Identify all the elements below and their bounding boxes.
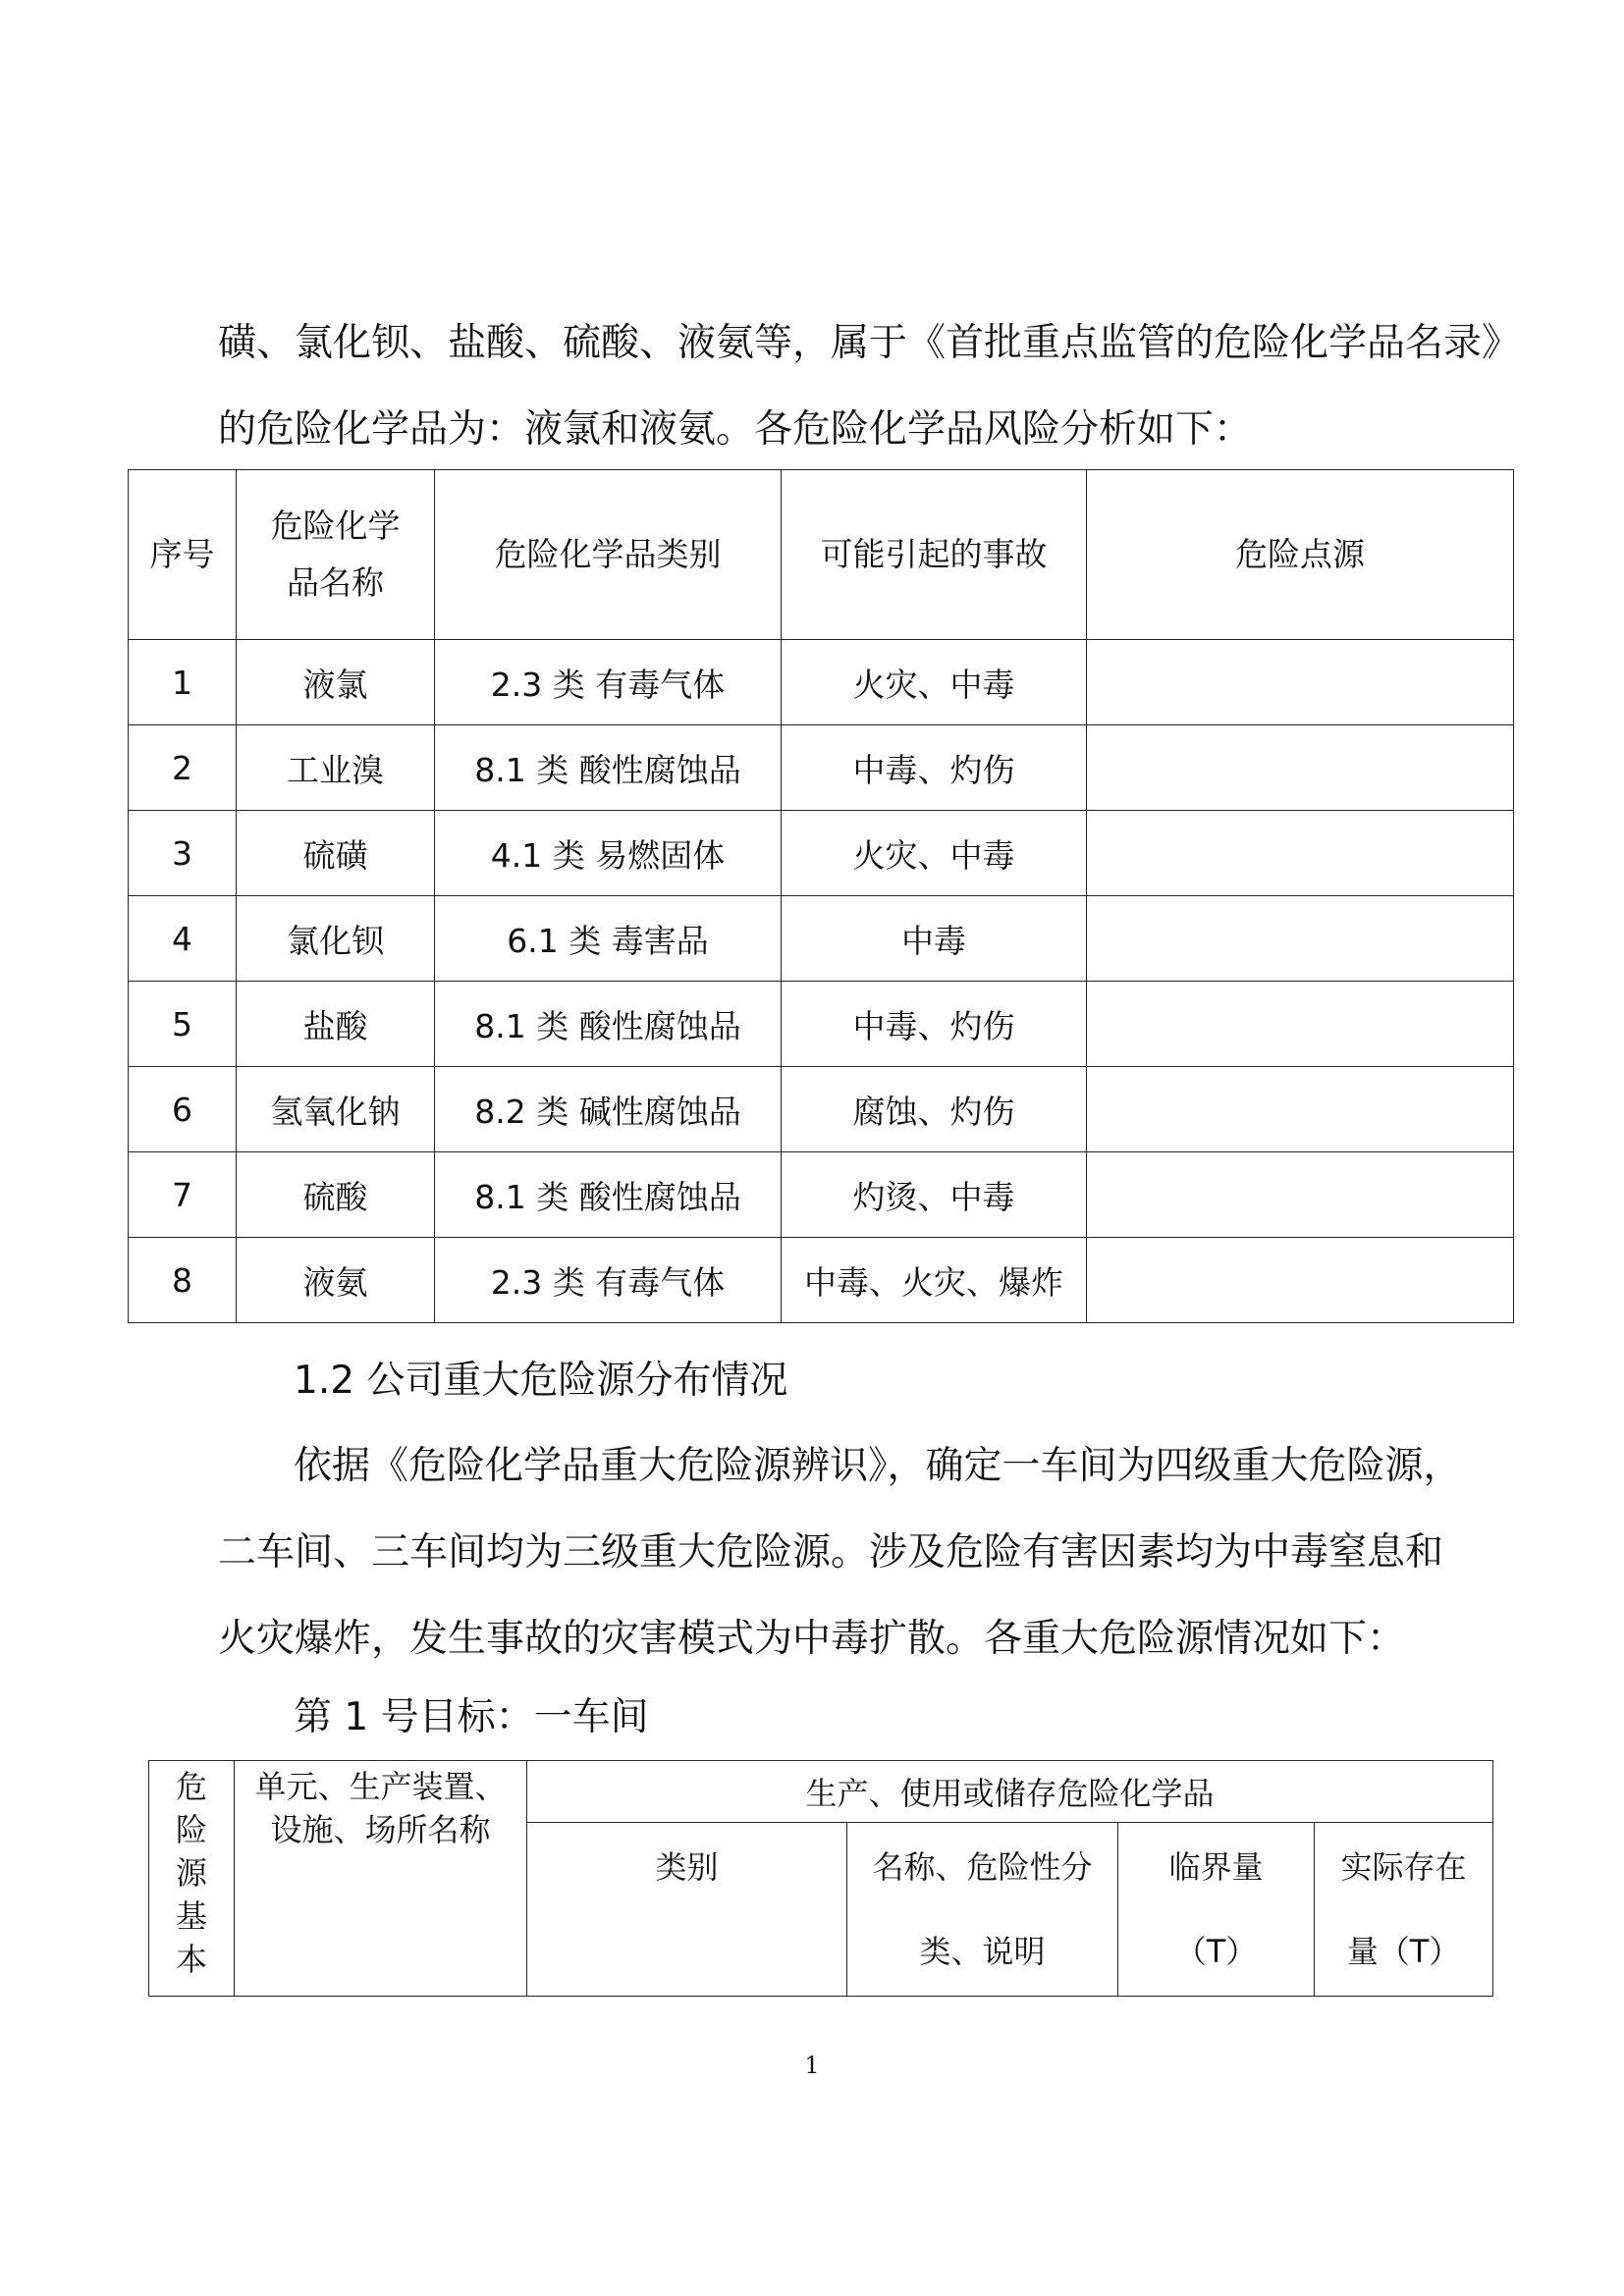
unit-name-line-1: 单元、生产装置、 (254, 1768, 507, 1805)
header-category: 危险化学品类别 (435, 470, 782, 640)
critical-quantity-header (1118, 1823, 1315, 1997)
cell-source (1087, 1238, 1514, 1323)
header-name (237, 470, 435, 640)
cell-no: 6 (129, 1067, 237, 1152)
name-header-line-2: 类、说明 (919, 1933, 1046, 1970)
vertical-char: 本 (175, 1941, 207, 1978)
table-row (129, 1152, 1514, 1238)
hazardous-chemicals-table (128, 469, 1514, 1323)
category-header: 类别 (527, 1823, 847, 1997)
table-row (129, 896, 1514, 982)
table-header-row (129, 470, 1514, 640)
cell-category: 6.1 类 毒害品 (435, 896, 782, 982)
table-row (129, 811, 1514, 896)
hazard-source-basic-header (149, 1761, 235, 1997)
cell-name: 氯化钡 (237, 896, 435, 982)
cell-name: 液氨 (237, 1238, 435, 1323)
vertical-char: 基 (175, 1897, 207, 1935)
unit-name-header (235, 1761, 527, 1997)
header-name-line-2: 品名称 (287, 563, 384, 602)
cell-no: 4 (129, 896, 237, 982)
cell-category: 8.2 类 碱性腐蚀品 (435, 1067, 782, 1152)
header-no: 序号 (129, 470, 237, 640)
vertical-char: 危 (175, 1768, 207, 1805)
major-hazard-source-table (148, 1760, 1493, 1997)
name-header (847, 1823, 1118, 1997)
cell-no: 7 (129, 1152, 237, 1238)
cell-accident: 中毒、火灾、爆炸 (782, 1238, 1087, 1323)
actual-line-2: 量（T） (1346, 1933, 1461, 1970)
cell-name: 液氯 (237, 640, 435, 725)
intro-line-2: 的危险化学品为：液氯和液氨。各危险化学品风险分析如下： (218, 407, 1253, 452)
cell-name: 硫磺 (237, 811, 435, 896)
cell-accident: 中毒、灼伤 (782, 982, 1087, 1067)
cell-source (1087, 725, 1514, 811)
header-name-line-1: 危险化学 (270, 507, 401, 545)
cell-source (1087, 896, 1514, 982)
cell-source (1087, 640, 1514, 725)
actual-quantity-header (1315, 1823, 1493, 1997)
cell-no: 8 (129, 1238, 237, 1323)
table-row (129, 982, 1514, 1067)
cell-name: 工业溴 (237, 725, 435, 811)
cell-name: 盐酸 (237, 982, 435, 1067)
table-row (129, 1067, 1514, 1152)
table-row (129, 640, 1514, 725)
production-header: 生产、使用或储存危险化学品 (527, 1761, 1493, 1823)
cell-source (1087, 811, 1514, 896)
target-title: 第 1 号目标：一车间 (294, 1695, 649, 1739)
section-paragraph-line-1: 依据《危险化学品重大危险源辨识》，确定一车间为四级重大危险源， (294, 1444, 1462, 1488)
cell-no: 2 (129, 725, 237, 811)
critical-line-2: （T） (1174, 1933, 1258, 1970)
section-heading: 1.2 公司重大危险源分布情况 (294, 1359, 788, 1403)
name-header-line-1: 名称、危险性分 (872, 1848, 1093, 1886)
section-paragraph-line-2: 二车间、三车间均为三级重大危险源。涉及危险有害因素均为中毒窒息和 (218, 1530, 1444, 1575)
actual-line-1: 实际存在 (1340, 1848, 1467, 1886)
cell-accident: 火灾、中毒 (782, 811, 1087, 896)
cell-name: 氢氧化钠 (237, 1067, 435, 1152)
cell-category: 8.1 类 酸性腐蚀品 (435, 725, 782, 811)
cell-category: 2.3 类 有毒气体 (435, 1238, 782, 1323)
cell-source (1087, 1152, 1514, 1238)
cell-accident: 中毒 (782, 896, 1087, 982)
page-number: 1 (804, 2052, 820, 2079)
cell-no: 5 (129, 982, 237, 1067)
cell-accident: 火灾、中毒 (782, 640, 1087, 725)
cell-category: 4.1 类 易燃固体 (435, 811, 782, 896)
unit-name-line-2: 设施、场所名称 (270, 1811, 491, 1848)
table-row (129, 725, 1514, 811)
table-header-row (149, 1761, 1493, 1823)
table-row (129, 1238, 1514, 1323)
vertical-char: 源 (175, 1854, 207, 1892)
cell-no: 3 (129, 811, 237, 896)
cell-accident: 腐蚀、灼伤 (782, 1067, 1087, 1152)
header-source: 危险点源 (1087, 470, 1514, 640)
cell-accident: 中毒、灼伤 (782, 725, 1087, 811)
cell-source (1087, 982, 1514, 1067)
intro-line-1: 磺、氯化钡、盐酸、硫酸、液氨等，属于《首批重点监管的危险化学品名录》 (218, 321, 1521, 365)
header-accident: 可能引起的事故 (782, 470, 1087, 640)
cell-accident: 灼烫、中毒 (782, 1152, 1087, 1238)
section-paragraph-line-3: 火灾爆炸，发生事故的灾害模式为中毒扩散。各重大危险源情况如下： (218, 1617, 1406, 1661)
vertical-char: 险 (175, 1811, 207, 1848)
cell-category: 8.1 类 酸性腐蚀品 (435, 1152, 782, 1238)
cell-category: 2.3 类 有毒气体 (435, 640, 782, 725)
cell-category: 8.1 类 酸性腐蚀品 (435, 982, 782, 1067)
critical-line-1: 临界量 (1168, 1848, 1264, 1886)
cell-name: 硫酸 (237, 1152, 435, 1238)
cell-source (1087, 1067, 1514, 1152)
cell-no: 1 (129, 640, 237, 725)
